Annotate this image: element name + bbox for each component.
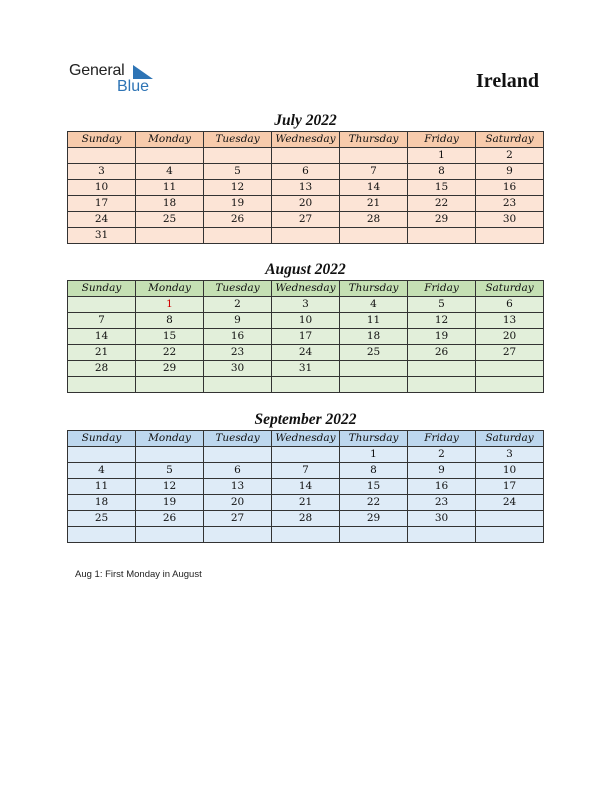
week-row <box>68 297 544 313</box>
empty-day-cell <box>68 447 136 463</box>
week-row <box>68 361 544 377</box>
month-title: September 2022 <box>254 411 357 428</box>
week-row <box>68 511 544 527</box>
day-cell: 5 <box>136 463 204 479</box>
day-cell: 24 <box>272 345 340 361</box>
weekday-tuesday: Tuesday <box>204 281 272 297</box>
empty-day-cell <box>476 361 544 377</box>
day-cell: 8 <box>136 313 204 329</box>
day-cell: 2 <box>408 447 476 463</box>
day-cell: 1 <box>340 447 408 463</box>
day-cell: 11 <box>340 313 408 329</box>
empty-day-cell <box>68 297 136 313</box>
empty-day-cell <box>476 228 544 244</box>
day-cell: 10 <box>68 180 136 196</box>
note-item: Aug 1: First Monday in August <box>75 569 202 580</box>
month-title: July 2022 <box>274 112 337 129</box>
day-cell: 28 <box>340 212 408 228</box>
month-title: August 2022 <box>265 261 346 278</box>
logo <box>69 62 169 96</box>
weekday-thursday: Thursday <box>340 281 408 297</box>
day-cell: 2 <box>204 297 272 313</box>
day-cell: 30 <box>408 511 476 527</box>
day-cell: 14 <box>272 479 340 495</box>
day-cell: 21 <box>340 196 408 212</box>
day-cell: 20 <box>476 329 544 345</box>
weekday-thursday: Thursday <box>340 132 408 148</box>
empty-day-cell <box>408 377 476 393</box>
day-cell: 27 <box>476 345 544 361</box>
empty-day-cell <box>204 377 272 393</box>
empty-day-cell <box>476 527 544 543</box>
empty-day-cell <box>204 527 272 543</box>
empty-day-cell <box>68 377 136 393</box>
weekday-monday: Monday <box>136 132 204 148</box>
weekday-sunday: Sunday <box>68 132 136 148</box>
day-cell: 13 <box>476 313 544 329</box>
weekday-wednesday: Wednesday <box>272 281 340 297</box>
empty-day-cell <box>272 377 340 393</box>
empty-day-cell <box>408 228 476 244</box>
day-cell: 3 <box>68 164 136 180</box>
day-cell: 17 <box>68 196 136 212</box>
day-cell: 6 <box>204 463 272 479</box>
month-august <box>67 260 544 393</box>
day-cell: 1 <box>408 148 476 164</box>
empty-day-cell <box>340 361 408 377</box>
day-cell: 16 <box>476 180 544 196</box>
day-cell: 12 <box>136 479 204 495</box>
day-cell: 19 <box>204 196 272 212</box>
empty-day-cell <box>68 148 136 164</box>
day-cell: 22 <box>408 196 476 212</box>
logo-blue-text: Blue <box>117 78 150 95</box>
day-cell: 29 <box>136 361 204 377</box>
day-cell: 21 <box>68 345 136 361</box>
empty-day-cell <box>476 377 544 393</box>
logo-triangle-icon <box>133 65 153 79</box>
day-cell: 27 <box>204 511 272 527</box>
day-cell: 3 <box>272 297 340 313</box>
day-cell: 25 <box>340 345 408 361</box>
week-row <box>68 479 544 495</box>
weekday-thursday: Thursday <box>340 431 408 447</box>
weekday-wednesday: Wednesday <box>272 132 340 148</box>
empty-day-cell <box>340 527 408 543</box>
weekday-sunday: Sunday <box>68 281 136 297</box>
day-cell: 12 <box>204 180 272 196</box>
weekday-header-row <box>68 431 544 447</box>
day-cell: 20 <box>272 196 340 212</box>
day-cell: 29 <box>340 511 408 527</box>
week-row <box>68 463 544 479</box>
day-cell: 22 <box>136 345 204 361</box>
weekday-monday: Monday <box>136 281 204 297</box>
week-row <box>68 377 544 393</box>
empty-day-cell <box>204 148 272 164</box>
day-cell: 28 <box>272 511 340 527</box>
day-cell: 5 <box>408 297 476 313</box>
weekday-saturday: Saturday <box>476 281 544 297</box>
day-cell: 20 <box>204 495 272 511</box>
day-cell: 4 <box>340 297 408 313</box>
empty-day-cell <box>204 447 272 463</box>
day-cell: 18 <box>68 495 136 511</box>
empty-day-cell <box>408 527 476 543</box>
day-cell: 11 <box>68 479 136 495</box>
day-cell: 15 <box>408 180 476 196</box>
day-cell: 8 <box>408 164 476 180</box>
day-cell: 30 <box>476 212 544 228</box>
day-cell: 3 <box>476 447 544 463</box>
month-september <box>67 410 544 543</box>
day-cell: 29 <box>408 212 476 228</box>
day-cell: 17 <box>272 329 340 345</box>
day-cell: 4 <box>136 164 204 180</box>
day-cell: 18 <box>340 329 408 345</box>
weekday-wednesday: Wednesday <box>272 431 340 447</box>
weekday-saturday: Saturday <box>476 431 544 447</box>
day-cell: 2 <box>476 148 544 164</box>
week-row <box>68 212 544 228</box>
day-cell: 23 <box>408 495 476 511</box>
day-cell: 24 <box>476 495 544 511</box>
weekday-tuesday: Tuesday <box>204 431 272 447</box>
day-cell: 28 <box>68 361 136 377</box>
day-cell: 7 <box>340 164 408 180</box>
weekday-monday: Monday <box>136 431 204 447</box>
empty-day-cell <box>68 527 136 543</box>
weekday-tuesday: Tuesday <box>204 132 272 148</box>
weekday-friday: Friday <box>408 132 476 148</box>
weekday-sunday: Sunday <box>68 431 136 447</box>
day-cell: 6 <box>476 297 544 313</box>
week-row <box>68 196 544 212</box>
week-row <box>68 313 544 329</box>
day-cell: 19 <box>136 495 204 511</box>
day-cell: 23 <box>204 345 272 361</box>
day-cell: 14 <box>68 329 136 345</box>
empty-day-cell <box>136 377 204 393</box>
week-row <box>68 180 544 196</box>
day-cell: 24 <box>68 212 136 228</box>
day-cell: 7 <box>68 313 136 329</box>
day-cell: 16 <box>408 479 476 495</box>
weekday-friday: Friday <box>408 431 476 447</box>
empty-day-cell <box>204 228 272 244</box>
notes <box>75 569 202 580</box>
empty-day-cell <box>272 447 340 463</box>
day-cell: 19 <box>408 329 476 345</box>
weekday-header-row <box>68 132 544 148</box>
day-cell: 13 <box>204 479 272 495</box>
calendar-table <box>67 131 544 244</box>
day-cell: 15 <box>340 479 408 495</box>
day-cell: 11 <box>136 180 204 196</box>
day-cell: 12 <box>408 313 476 329</box>
day-cell: 17 <box>476 479 544 495</box>
day-cell: 5 <box>204 164 272 180</box>
country-title: Ireland <box>476 70 539 92</box>
day-cell: 22 <box>340 495 408 511</box>
empty-day-cell <box>136 447 204 463</box>
week-row <box>68 329 544 345</box>
holiday-day-cell: 1 <box>136 297 204 313</box>
weekday-saturday: Saturday <box>476 132 544 148</box>
day-cell: 4 <box>68 463 136 479</box>
day-cell: 31 <box>68 228 136 244</box>
day-cell: 25 <box>136 212 204 228</box>
empty-day-cell <box>340 228 408 244</box>
day-cell: 25 <box>68 511 136 527</box>
day-cell: 6 <box>272 164 340 180</box>
empty-day-cell <box>340 148 408 164</box>
logo-general-text: General <box>69 62 125 79</box>
day-cell: 27 <box>272 212 340 228</box>
calendar-table <box>67 280 544 393</box>
day-cell: 9 <box>476 164 544 180</box>
day-cell: 15 <box>136 329 204 345</box>
day-cell: 9 <box>408 463 476 479</box>
day-cell: 13 <box>272 180 340 196</box>
calendar-table <box>67 430 544 543</box>
empty-day-cell <box>408 361 476 377</box>
day-cell: 9 <box>204 313 272 329</box>
day-cell: 10 <box>476 463 544 479</box>
day-cell: 8 <box>340 463 408 479</box>
day-cell: 18 <box>136 196 204 212</box>
day-cell: 31 <box>272 361 340 377</box>
week-row <box>68 345 544 361</box>
day-cell: 7 <box>272 463 340 479</box>
day-cell: 26 <box>408 345 476 361</box>
day-cell: 26 <box>204 212 272 228</box>
empty-day-cell <box>272 148 340 164</box>
empty-day-cell <box>340 377 408 393</box>
week-row <box>68 495 544 511</box>
day-cell: 10 <box>272 313 340 329</box>
day-cell: 30 <box>204 361 272 377</box>
empty-day-cell <box>272 527 340 543</box>
empty-day-cell <box>136 148 204 164</box>
day-cell: 14 <box>340 180 408 196</box>
week-row <box>68 164 544 180</box>
day-cell: 16 <box>204 329 272 345</box>
empty-day-cell <box>272 228 340 244</box>
day-cell: 23 <box>476 196 544 212</box>
empty-day-cell <box>136 228 204 244</box>
week-row <box>68 527 544 543</box>
weekday-header-row <box>68 281 544 297</box>
week-row <box>68 228 544 244</box>
day-cell: 26 <box>136 511 204 527</box>
week-row <box>68 148 544 164</box>
week-row <box>68 447 544 463</box>
empty-day-cell <box>136 527 204 543</box>
month-july <box>67 111 544 244</box>
empty-day-cell <box>476 511 544 527</box>
day-cell: 21 <box>272 495 340 511</box>
weekday-friday: Friday <box>408 281 476 297</box>
